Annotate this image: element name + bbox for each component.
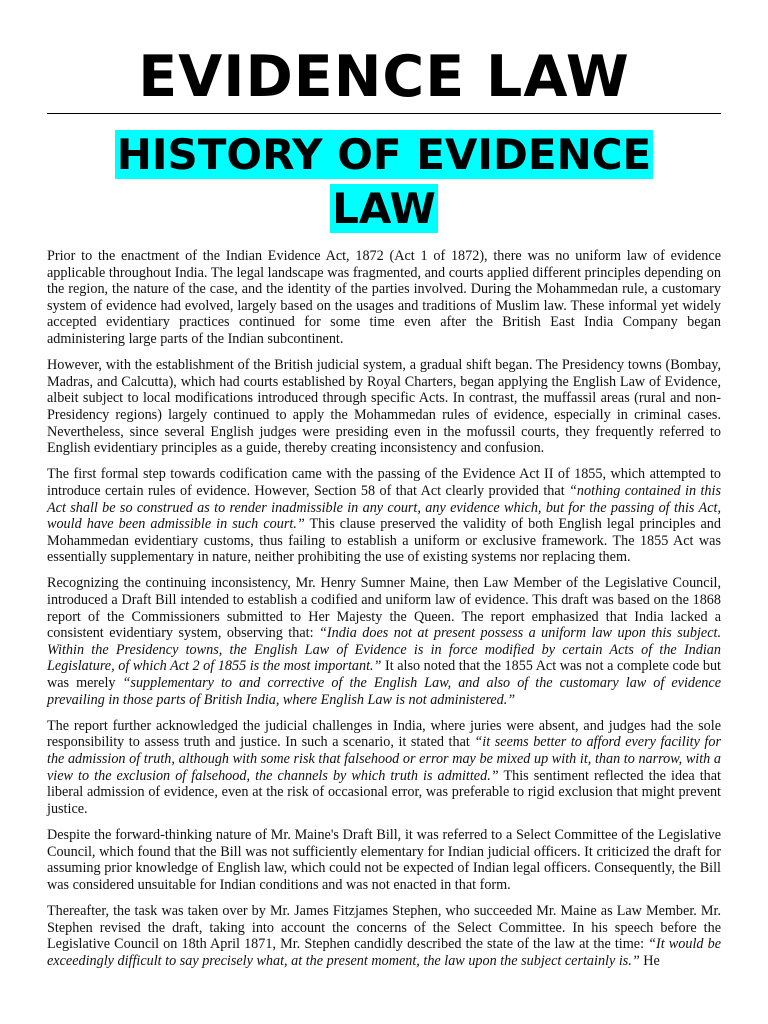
paragraph-3	[47, 466, 721, 566]
paragraph-text: However, with the establishment of the British judicial system, a gradual shift began. The Presidency towns (Bombay, Madras, and Calcutta), which had courts established by Royal Charters, began applying the English Law of Evidence, albeit subject to local modifications introduced through specific Acts. In contrast, the muffassil areas (rural and non-Presidency regions) largely continued to apply the Mohammedan rules of evidence, especially in criminal cases. Nevertheless, since several English judges were presiding even in the mofussil courts, they frequently referred to English evidentiary principles as a guide, thereby creating inconsistency and confusion.	[47, 357, 721, 457]
heading-highlight-line-2: LAW	[332, 184, 436, 233]
section-heading	[47, 128, 721, 236]
paragraph-text: Despite the forward-thinking nature of Mr. Maine's Draft Bill, it was referred to a Select Committee of the Legislative Council, which found that the Bill was not sufficiently elementary for Indian judicial officers. It criticized the draft for assuming prior knowledge of English law, which could not be expected of Indian legal officers. Consequently, the Bill was considered unsuitable for Indian conditions and was not enacted in that form.	[47, 826, 721, 893]
document-page	[47, 0, 721, 979]
paragraph-7	[47, 903, 721, 969]
quotation: “nothing contained in this Act shall be so construed as to render inadmissible in any court, any evidence which, but for the passing of this Act, would have been admissible in such court.”	[47, 482, 721, 533]
paragraph-text: Prior to the enactment of the Indian Evidence Act, 1872 (Act 1 of 1872), there was no uniform law of evidence applicable throughout India. The legal landscape was fragmented, and courts applied different principles depending on the region, the nature of the case, and the identity of the parties involved. During the Mohammedan rule, a customary system of evidence had evolved, largely based on the usages and traditions of Muslim law. These informal yet widely accepted evidentiary practices continued for some time even after the British East India Company began administering large parts of the Indian subcontinent.	[47, 248, 721, 347]
paragraph-text: The first formal step towards codification came with the passing of the Evidence Act II of 1855, which attempted to introduce certain rules of evidence. However, Section 58 of that Act clearly provided that	[47, 466, 721, 499]
paragraph-text: It also noted that the 1855 Act was not a complete code but was merely	[47, 658, 722, 692]
quotation: “supplementary to and corrective of the English Law, and also of the customary law of evidence prevailing in those parts of British India, where English Law is not administered.”	[47, 675, 721, 708]
paragraph-text: Thereafter, the task was taken over by Mr. James Fitzjames Stephen, who succeeded Mr. Maine as Law Member. Mr. Stephen revised the draft, taking into account the concerns of the Select Committee. In his speech before the Legislative Council on 18th April 1871, Mr. Stephen candidly described the state of the law at the time:	[47, 902, 721, 953]
paragraph-text: This sentiment reflected the idea that liberal admission of evidence, even at the risk of occasional error, was preferable to rigid exclusion that might prevent justice.	[47, 767, 721, 817]
heading-highlight-line-1: HISTORY OF EVIDENCE	[116, 130, 652, 179]
paragraph-6	[47, 827, 721, 893]
paragraph-text: Recognizing the continuing inconsistency, Mr. Henry Sumner Maine, then Law Member of the Legislative Council, introduced a Draft Bill intended to establish a codified and uniform law of evidence. This draft was based on the 1868 report of the Commissioners submitted to Her Majesty the Queen. The report emphasized that India lacked a consistent evidentiary system, observing that:	[47, 575, 721, 642]
paragraph-2	[47, 357, 721, 457]
quotation: “India does not at present possess a uniform law upon this subject. Within the Presidency towns, the English Law of Evidence is in force modified by certain Acts of the Indian Legislature, of which Act 2 of 1855 is the most important.”	[47, 625, 722, 675]
paragraph-4	[47, 575, 721, 708]
document-title: EVIDENCE LAW	[138, 44, 630, 110]
quotation: “it seems better to afford every facility for the admission of truth, although with some risk that falsehood or error may be mixed up with it, than to narrow, with a view to the exclusion of falsehood, the channels by which truth is admitted.”	[47, 734, 721, 784]
title-divider	[47, 113, 721, 114]
quotation: “It would be exceedingly difficult to say precisely what, at the present moment, the law upon the subject certainly is.”	[47, 936, 721, 969]
body-text	[47, 248, 721, 969]
paragraph-text: The report further acknowledged the judicial challenges in India, where juries were absent, and judges had the sole responsibility to assess truth and justice. In such a scenario, it stated that	[47, 717, 721, 751]
paragraph-text: This clause preserved the validity of both English legal principles and Mohammedan evidentiary customs, thus failing to establish a uniform or exclusive framework. The 1855 Act was essentially supplementary in nature, neither prohibiting the use of existing systems nor replacing them.	[47, 516, 721, 566]
paragraph-text: He	[639, 952, 660, 969]
paragraph-1	[47, 248, 721, 348]
paragraph-5	[47, 718, 721, 818]
